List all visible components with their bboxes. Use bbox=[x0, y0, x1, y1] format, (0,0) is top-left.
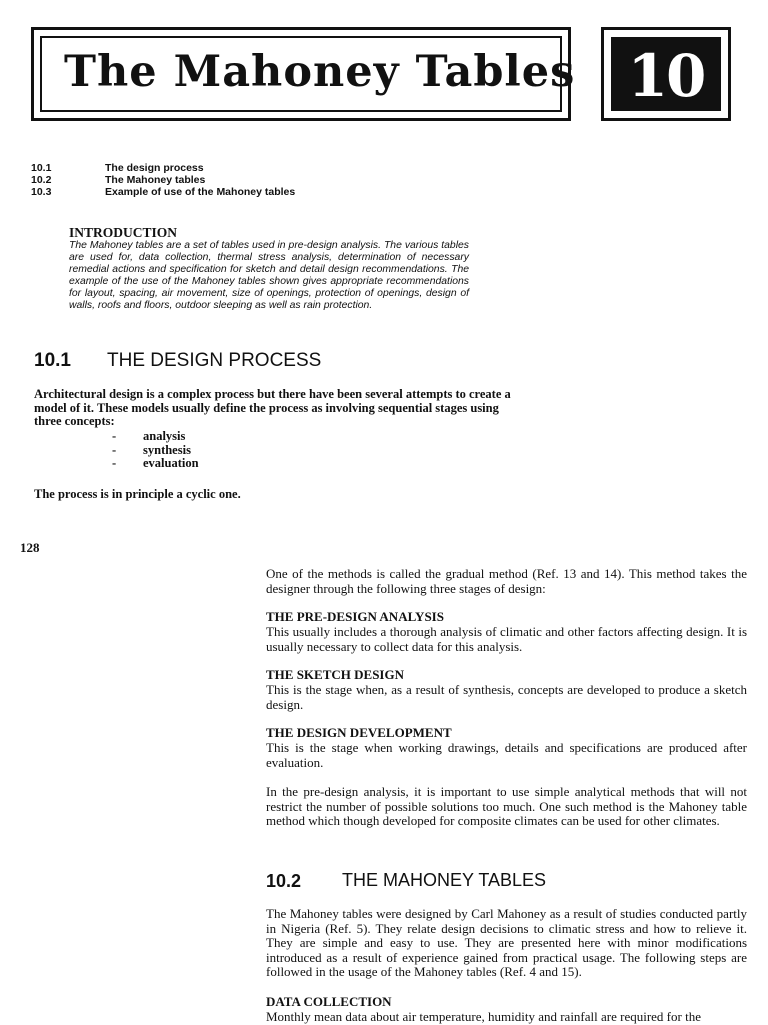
toc-title: The Mahoney tables bbox=[105, 174, 206, 186]
toc-number: 10.1 bbox=[31, 162, 52, 174]
dash-bullet: - bbox=[112, 456, 117, 470]
toc-number: 10.2 bbox=[31, 174, 52, 186]
cyclic-process-sentence: The process is in principle a cyclic one. bbox=[34, 487, 241, 501]
design-development-paragraph: This is the stage when working drawings, details and specifications are produced after evaluation. bbox=[266, 740, 747, 770]
analytical-methods-paragraph: In the pre-design analysis, it is important to use simple analytical methods that will not restrict the number of possible solutions too much. One such method is the Mahoney table method which though developed for composite climates can be used for other climates. bbox=[266, 784, 747, 829]
chapter-number-box bbox=[601, 27, 731, 121]
title-banner bbox=[31, 27, 576, 121]
section-number: 10.1 bbox=[34, 350, 71, 371]
sketch-design-paragraph: This is the stage when, as a result of synthesis, concepts are developed to produce a sketch design. bbox=[266, 682, 747, 712]
toc-title: Example of use of the Mahoney tables bbox=[105, 186, 296, 198]
design-development-heading: THE DESIGN DEVELOPMENT bbox=[266, 725, 452, 740]
list-item-text: evaluation bbox=[143, 456, 199, 470]
design-process-paragraph: Architectural design is a complex process but there have been several attempts to create a model of it. These models usually define the process as involving sequential stages using three concepts: bbox=[34, 387, 511, 428]
chapter-number-fill bbox=[611, 37, 721, 111]
list-item bbox=[112, 430, 199, 444]
section-number: 10.2 bbox=[266, 871, 302, 891]
gradual-method-paragraph: One of the methods is called the gradual method (Ref. 13 and 14). This method takes the designer through the following three stages of design: bbox=[266, 566, 747, 596]
intro-heading: INTRODUCTION bbox=[69, 225, 178, 240]
toc-title: The design process bbox=[105, 162, 204, 174]
toc-item bbox=[31, 174, 295, 186]
section-title: THE MAHONEY TABLES bbox=[342, 870, 547, 890]
pre-design-analysis-paragraph: This usually includes a thorough analysis of climatic and other factors affecting design. It is usually necessary to collect data for this analysis. bbox=[266, 624, 747, 654]
data-collection-heading: DATA COLLECTION bbox=[266, 994, 392, 1009]
list-item bbox=[112, 444, 199, 458]
list-item bbox=[112, 457, 199, 471]
sketch-design-heading: THE SKETCH DESIGN bbox=[266, 667, 404, 682]
data-collection-paragraph: Monthly mean data about air temperature, humidity and rainfall are required for the bbox=[266, 1009, 701, 1024]
toc-item bbox=[31, 162, 295, 174]
dash-bullet: - bbox=[112, 442, 117, 457]
dash-bullet: - bbox=[112, 429, 117, 443]
table-of-contents bbox=[31, 162, 295, 198]
toc-number: 10.3 bbox=[31, 186, 52, 198]
concept-list bbox=[112, 430, 199, 471]
chapter-number: 10 bbox=[627, 42, 705, 110]
chapter-title: The Mahoney Tables bbox=[64, 47, 576, 97]
intro-paragraph: The Mahoney tables are a set of tables used in pre-design analysis. The various tables are used for, data collection, thermal stress analysis, determination of necessary remedial actions and specification for sketch and detail design recommendations. The example of the use of the Mahoney tables shown gives appropriate recommendations for layout, spacing, air movement, size of openings, protection of openings, design of walls, roofs and floors, outdoor sleeping as well as rain protection. bbox=[69, 240, 469, 312]
toc-item bbox=[31, 186, 295, 198]
list-item-text: analysis bbox=[143, 429, 186, 443]
pre-design-analysis-heading: THE PRE-DESIGN ANALYSIS bbox=[266, 609, 444, 624]
page-number: 128 bbox=[20, 540, 40, 555]
section-title: THE DESIGN PROCESS bbox=[107, 350, 322, 371]
mahoney-tables-paragraph: The Mahoney tables were designed by Carl Mahoney as a result of studies conducted partly in Nigeria (Ref. 5). They relate design decisions to climatic stress and how to relieve it. They are simple and easy to use. They are presented here with minor modifications introduced as a result of experience gained from practical usage. The following steps are followed in the usage of the Mahoney tables (Ref. 4 and 15). bbox=[266, 906, 747, 980]
list-item-text: synthesis bbox=[143, 442, 191, 457]
